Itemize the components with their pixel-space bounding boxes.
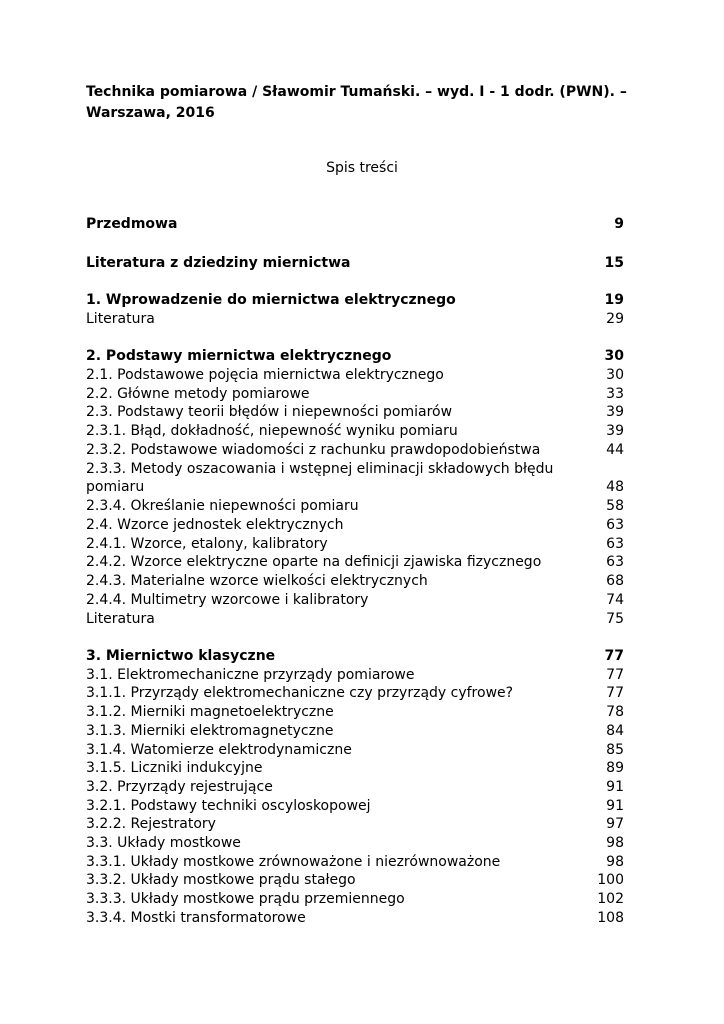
header-line-1: Technika pomiarowa / Sławomir Tumański. – wyd. I - 1 dodr. (PWN). – xyxy=(86,84,627,100)
toc-entry-page: 84 xyxy=(606,723,624,739)
toc-entry-page: 98 xyxy=(606,835,624,851)
toc-entry-page: 77 xyxy=(604,648,624,664)
toc-entry-page: 29 xyxy=(606,311,624,327)
toc-entry-label: 3.1.2. Mierniki magnetoelektryczne xyxy=(86,704,334,720)
toc-entry xyxy=(86,797,624,815)
toc-entry-page: 100 xyxy=(597,872,624,888)
toc-entry-page: 75 xyxy=(606,611,624,627)
toc-entry xyxy=(86,871,624,889)
toc-entry xyxy=(86,516,624,534)
toc-entry xyxy=(86,778,624,796)
toc-entry xyxy=(86,666,624,684)
toc-entry xyxy=(86,460,624,478)
toc-entry xyxy=(86,853,624,871)
toc-entry-label: 3.3.3. Układy mostkowe prądu przemiennego xyxy=(86,891,405,907)
toc-entry-label: 3.3.1. Układy mostkowe zrównoważone i niezrównoważone xyxy=(86,854,501,870)
toc-entry-page: 9 xyxy=(614,216,624,232)
toc-entry xyxy=(86,591,624,609)
toc-entry-page: 39 xyxy=(606,404,624,420)
toc-entry xyxy=(86,909,624,927)
toc-entry xyxy=(86,553,624,571)
toc-entry-label: 3.1.4. Watomierze elektrodynamiczne xyxy=(86,742,352,758)
toc-entry-label: 3.1.3. Mierniki elektromagnetyczne xyxy=(86,723,334,739)
toc-entry-label: 3.3.2. Układy mostkowe prądu stałego xyxy=(86,872,356,888)
toc-entry xyxy=(86,684,624,702)
toc-entry-label: 3.3. Układy mostkowe xyxy=(86,835,241,851)
toc-entry-page: 63 xyxy=(606,554,624,570)
toc-entry-label: 2. Podstawy miernictwa elektrycznego xyxy=(86,348,392,364)
toc-entry-label: 3.2.1. Podstawy techniki oscyloskopowej xyxy=(86,798,371,814)
toc-entry-label: Literatura z dziedziny miernictwa xyxy=(86,255,351,271)
toc-entry xyxy=(86,441,624,459)
toc-entry-label: 1. Wprowadzenie do miernictwa elektrycznego xyxy=(86,292,456,308)
toc-entry-page: 68 xyxy=(606,573,624,589)
toc-entry-page: 48 xyxy=(606,479,624,495)
toc-entry-page: 89 xyxy=(606,760,624,776)
toc-entry xyxy=(86,741,624,759)
toc-entry xyxy=(86,366,624,384)
toc-entry xyxy=(86,422,624,440)
toc-entry-label: 3.1.1. Przyrządy elektromechaniczne czy przyrządy cyfrowe? xyxy=(86,685,514,701)
toc-entry-label: 3.2.2. Rejestratory xyxy=(86,816,216,832)
toc-entry-label: 2.3.2. Podstawowe wiadomości z rachunku prawdopodobieństwa xyxy=(86,442,541,458)
toc-entry xyxy=(86,254,624,272)
toc-entry xyxy=(86,722,624,740)
toc-entry-label: 2.4.4. Multimetry wzorcowe i kalibratory xyxy=(86,592,369,608)
toc-entry xyxy=(86,291,624,309)
header-line-2: Warszawa, 2016 xyxy=(86,105,215,121)
toc-entry-page: 77 xyxy=(606,685,624,701)
toc-entry-label: 3. Miernictwo klasyczne xyxy=(86,648,276,664)
toc-entry-label: 2.3. Podstawy teorii błędów i niepewności pomiarów xyxy=(86,404,453,420)
toc-entry-label: Literatura xyxy=(86,611,155,627)
toc-entry xyxy=(86,572,624,590)
toc-entry xyxy=(86,478,624,496)
toc-entry-page: 63 xyxy=(606,536,624,552)
toc-entry xyxy=(86,215,624,233)
toc-entry-label: 2.3.3. Metody oszacowania i wstępnej eliminacji składowych błędu xyxy=(86,461,554,477)
toc-entry-page: 30 xyxy=(604,348,624,364)
toc-entry-page: 97 xyxy=(606,816,624,832)
toc-entry-label: 2.3.4. Określanie niepewności pomiaru xyxy=(86,498,359,514)
toc-entry-page: 78 xyxy=(606,704,624,720)
toc-entry xyxy=(86,535,624,553)
toc-entry-page: 98 xyxy=(606,854,624,870)
toc-entry xyxy=(86,497,624,515)
toc-entry-page: 63 xyxy=(606,517,624,533)
toc-entry-page: 33 xyxy=(606,386,624,402)
toc-entry-label: 2.2. Główne metody pomiarowe xyxy=(86,386,310,402)
toc-entry-label: 2.1. Podstawowe pojęcia miernictwa elektrycznego xyxy=(86,367,444,383)
toc-entry-page: 85 xyxy=(606,742,624,758)
toc-entry-page: 30 xyxy=(606,367,624,383)
toc-entry xyxy=(86,647,624,665)
toc-entry-label: pomiaru xyxy=(86,479,145,495)
toc-entry-page: 19 xyxy=(604,292,624,308)
page-title: Spis treści xyxy=(326,160,398,176)
toc-entry-label: 3.1. Elektromechaniczne przyrządy pomiarowe xyxy=(86,667,415,683)
toc-entry-label: 3.2. Przyrządy rejestrujące xyxy=(86,779,273,795)
toc-entry-label: 2.3.1. Błąd, dokładność, niepewność wyniku pomiaru xyxy=(86,423,458,439)
toc-entry xyxy=(86,403,624,421)
toc-entry xyxy=(86,834,624,852)
toc-entry-page: 58 xyxy=(606,498,624,514)
toc-entry xyxy=(86,310,624,328)
toc-entry xyxy=(86,703,624,721)
toc-entry-page: 102 xyxy=(597,891,624,907)
toc-entry-label: Literatura xyxy=(86,311,155,327)
toc-entry-label: 3.1.5. Liczniki indukcyjne xyxy=(86,760,263,776)
toc-entry xyxy=(86,347,624,365)
toc-entry-page: 39 xyxy=(606,423,624,439)
toc-entry-label: 2.4.1. Wzorce, etalony, kalibratory xyxy=(86,536,328,552)
toc-entry xyxy=(86,815,624,833)
toc-entry-label: 2.4.3. Materialne wzorce wielkości elektrycznych xyxy=(86,573,428,589)
document-header xyxy=(86,82,646,124)
toc-entry xyxy=(86,385,624,403)
toc-entry-page: 91 xyxy=(606,779,624,795)
toc-entry-page: 77 xyxy=(606,667,624,683)
toc-entry-label: Przedmowa xyxy=(86,216,178,232)
toc-entry xyxy=(86,759,624,777)
toc-entry-page: 108 xyxy=(597,910,624,926)
toc-entry xyxy=(86,610,624,628)
toc-entry-page: 44 xyxy=(606,442,624,458)
toc-entry-label: 3.3.4. Mostki transformatorowe xyxy=(86,910,306,926)
toc-entry-label: 2.4.2. Wzorce elektryczne oparte na definicji zjawiska fizycznego xyxy=(86,554,542,570)
toc-entry-page: 15 xyxy=(604,255,624,271)
toc-entry-page: 91 xyxy=(606,798,624,814)
toc-entry-label: 2.4. Wzorce jednostek elektrycznych xyxy=(86,517,344,533)
toc-entry xyxy=(86,890,624,908)
toc-entry-page: 74 xyxy=(606,592,624,608)
